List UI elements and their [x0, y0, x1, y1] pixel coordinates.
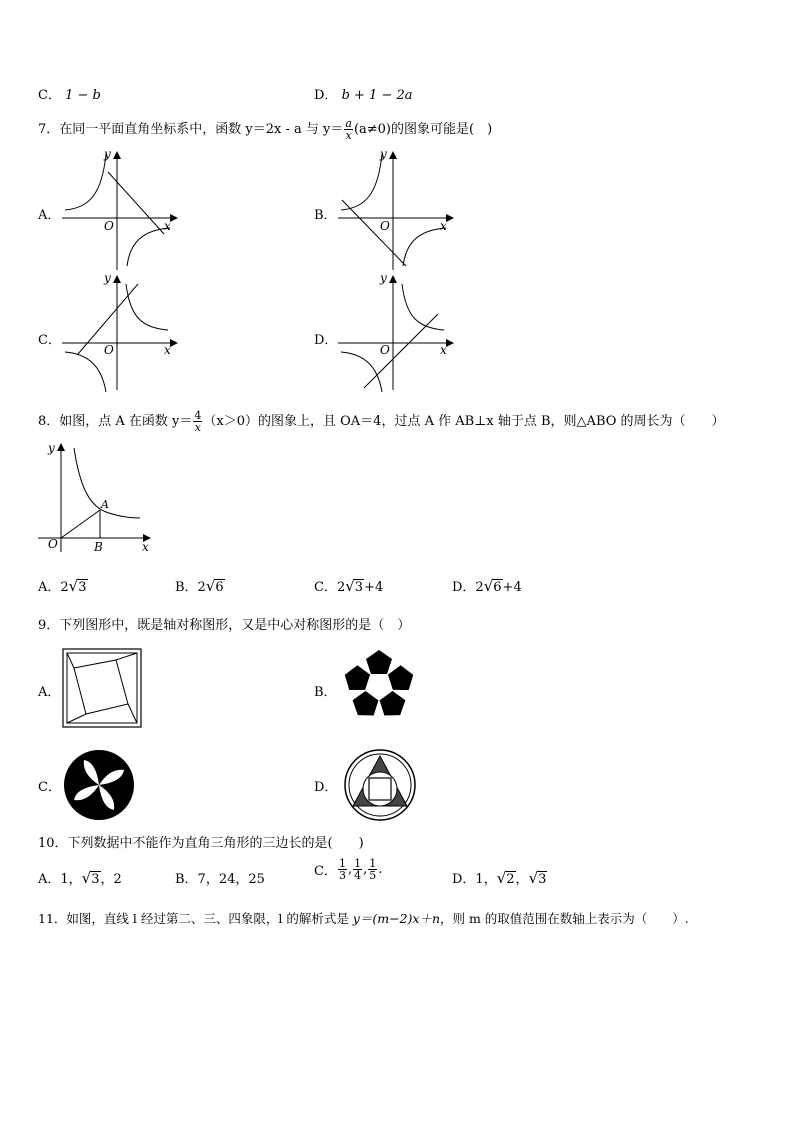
q7-frac-num: a — [345, 117, 352, 130]
q8-option-c-label: C．2 — [314, 580, 346, 595]
q9-figure-c-four-petal-circle — [62, 748, 136, 822]
q6-option-c[interactable] — [38, 84, 101, 103]
q6-option-d-label: D． — [314, 88, 338, 103]
q10-option-a-tail: ，2 — [100, 872, 122, 887]
q8-option-d-tail: +4 — [502, 580, 522, 595]
q8-option-d-label: D．2 — [452, 580, 484, 595]
q10-frac-3-num: 1 — [369, 857, 377, 870]
q8-stem-suffix: （x＞0）的图象上，且 OA＝4，过点 A 作 AB⊥x 轴于点 B，则△ABO 的周长为（ ） — [203, 414, 725, 429]
q8-option-d[interactable]: D．2√6+4 — [452, 577, 522, 595]
q10-frac-1 — [338, 858, 347, 881]
q9-figure-b-five-pentagons — [344, 648, 414, 722]
q8-label-o: O — [48, 537, 58, 551]
q8-option-a[interactable]: A．2√3 — [38, 577, 87, 595]
q7-option-c-label[interactable]: C． — [38, 333, 61, 348]
q7b-origin: O — [380, 219, 390, 233]
q8-option-a-radicand: 3 — [78, 580, 87, 595]
q8-frac-num: 4 — [194, 409, 202, 422]
q11-stem — [38, 909, 689, 927]
q9-option-a-label[interactable]: A． — [38, 685, 61, 700]
q7d-axis-y: y — [380, 271, 387, 285]
q7d-axis-x: x — [440, 343, 447, 357]
q7-option-d-label[interactable]: D． — [314, 333, 338, 348]
q7c-axis-x: x — [164, 343, 171, 357]
q10-option-d-label: D．1， — [452, 872, 497, 887]
q10-stem: 10．下列数据中不能作为直角三角形的三边长的是( ) — [38, 836, 364, 851]
q7c-axis-y: y — [104, 271, 111, 285]
q8-stem — [38, 410, 725, 433]
q10-frac-2-num: 1 — [354, 857, 362, 870]
q10-frac-2 — [353, 858, 362, 881]
q11-stem-prefix: 11．如图，直线 l 经过第二、三、四象限，l 的解析式是 — [38, 911, 353, 926]
q8-option-c-radicand: 3 — [354, 580, 364, 595]
q10-option-c-label: C． — [314, 864, 337, 879]
q9-figure-a-pinwheel-square — [62, 648, 142, 728]
q9-figure-d-circle-triangle-square — [343, 748, 417, 822]
q6-option-d-text: b + 1 − 2a — [341, 88, 413, 103]
q7b-axis-y: y — [380, 147, 387, 161]
q8-option-a-label: A．2 — [38, 580, 69, 595]
q7a-axis-y: y — [104, 147, 111, 161]
q6-option-d[interactable] — [314, 84, 413, 103]
q10-option-d[interactable]: D．1，√2，√3 — [452, 869, 547, 887]
q9-option-d-label[interactable]: D． — [314, 780, 338, 795]
q7-stem — [38, 118, 492, 141]
q7b-axis-x: x — [440, 219, 447, 233]
q10-frac-2-den: 4 — [354, 869, 362, 882]
q7a-origin: O — [104, 219, 114, 233]
q9-option-b-label[interactable]: B． — [314, 685, 337, 700]
q10-option-d-radicand-1: 2 — [506, 872, 515, 887]
q8-option-c-tail: +4 — [364, 580, 384, 595]
q8-stem-prefix: 8．如图，点 A 在函数 y＝ — [38, 414, 193, 429]
q7-graph-d — [336, 272, 461, 397]
q7-option-a-label[interactable]: A． — [38, 208, 61, 223]
q9-option-c-label[interactable]: C． — [38, 780, 61, 795]
q7-graph-c — [60, 272, 185, 397]
q8-option-b-radicand: 6 — [215, 580, 224, 595]
q8-frac-den: x — [194, 421, 202, 434]
q8-option-b-label: B．2 — [175, 580, 206, 595]
q10-frac-1-num: 1 — [338, 857, 346, 870]
q8-option-b[interactable]: B．2√6 — [175, 577, 224, 595]
q10-option-b[interactable]: B．7，24，25 — [175, 872, 265, 887]
q7-frac-den: x — [345, 129, 352, 142]
q6-option-c-label: C． — [38, 88, 61, 103]
q10-frac-1-den: 3 — [338, 869, 346, 882]
q10-frac-3-den: 5 — [369, 869, 377, 882]
q8-axis-x: x — [142, 540, 149, 554]
q7-stem-prefix: 7．在同一平面直角坐标系中，函数 y＝2x - a 与 y＝ — [38, 122, 344, 137]
q10-option-a-label: A．1， — [38, 872, 82, 887]
q10-option-a[interactable]: A．1，√3，2 — [38, 869, 122, 887]
q7-stem-suffix: (a≠0)的图象可能是( ) — [353, 122, 493, 137]
q6-option-c-text: 1 − b — [65, 88, 101, 103]
q8-figure — [36, 440, 161, 558]
q10-option-d-separator: ， — [515, 872, 529, 887]
q8-label-a: A — [101, 498, 109, 511]
q8-axis-y: y — [48, 441, 55, 455]
q9-stem: 9．下列图形中，既是轴对称图形，又是中心对称图形的是（ ） — [38, 618, 411, 633]
q8-fraction — [193, 410, 202, 433]
q11-formula: y＝(m−2)x＋n — [352, 911, 440, 926]
q10-option-a-radicand: 3 — [91, 872, 100, 887]
q10-frac-3 — [368, 858, 377, 881]
q7d-origin: O — [380, 343, 390, 357]
q7-graph-b — [336, 148, 461, 273]
q7-graph-a — [60, 148, 185, 273]
q8-label-b: B — [94, 540, 103, 554]
q8-option-c[interactable]: C．2√3+4 — [314, 577, 384, 595]
q8-option-d-radicand: 6 — [493, 580, 502, 595]
q7a-axis-x: x — [164, 219, 171, 233]
q10-option-d-radicand-2: 3 — [538, 872, 547, 887]
q7-fraction — [344, 118, 353, 141]
q7-option-b-label[interactable]: B． — [314, 208, 337, 223]
q7c-origin: O — [104, 343, 114, 357]
q10-option-c[interactable]: C． $\frac{1}{3}$ , $\frac{1}{4}$ , $\frac{1}{5}$ . — [314, 857, 383, 882]
q11-stem-suffix: ，则 m 的取值范围在数轴上表示为（ ）. — [440, 911, 689, 926]
